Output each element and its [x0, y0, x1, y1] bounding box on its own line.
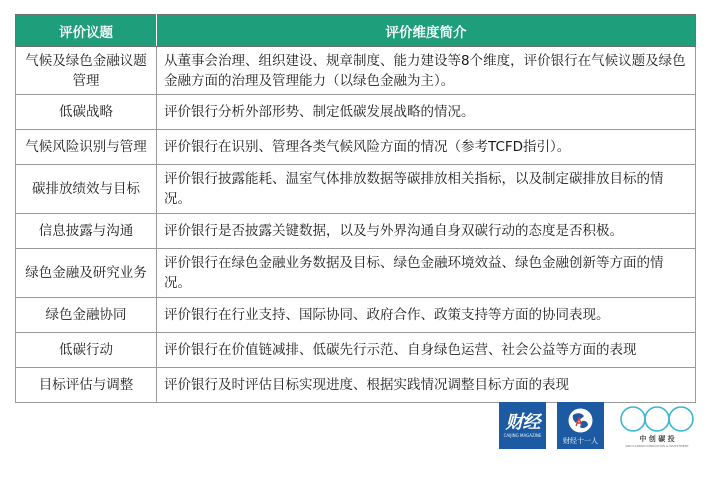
zhongchuang-tagline: SINOCARBON INNOVATION & INVESTMENT: [625, 444, 689, 448]
table-header-row: [16, 15, 696, 47]
topic-cell: 气候风险识别与管理: [16, 130, 157, 165]
description-cell: 评价银行在绿色金融业务数据及目标、绿色金融环境效益、绿色金融创新等方面的情况。: [157, 249, 696, 298]
topic-cell: 信息披露与沟通: [16, 214, 157, 249]
topic-cell: 气候及绿色金融议题管理: [16, 47, 157, 95]
table-row: [16, 249, 696, 298]
header-topic: 评价议题: [16, 15, 157, 47]
table-row: [16, 298, 696, 333]
rings-icon: [617, 404, 697, 436]
table-row: [16, 333, 696, 368]
caijing-logo-text: 财经: [505, 412, 540, 433]
caijing-logo: [499, 402, 546, 449]
topic-cell: 低碳战略: [16, 95, 157, 130]
description-cell: 评价银行是否披露关键数据，以及与外界沟通自身双碳行动的态度是否积极。: [157, 214, 696, 249]
topic-cell: 碳排放绩效与目标: [16, 165, 157, 214]
table-row: [16, 95, 696, 130]
table-row: [16, 165, 696, 214]
description-cell: 评价银行分析外部形势、制定低碳发展战略的情况。: [157, 95, 696, 130]
logo-strip: [0, 402, 725, 452]
zhongchuang-name: 中 创 碳 投: [639, 435, 675, 443]
description-cell: 评价银行在行业支持、国际协同、政府合作、政策支持等方面的协同表现。: [157, 298, 696, 333]
globe-icon: [567, 407, 594, 434]
caijing-eleven-caption: 财经十一人: [563, 437, 598, 445]
header-dimension: 评价维度简介: [157, 15, 696, 47]
caijing-eleven-logo: [557, 402, 604, 449]
table-row: [16, 368, 696, 403]
topic-cell: 目标评估与调整: [16, 368, 157, 403]
caijing-logo-tagline: CAIJING MAGAZINE: [503, 433, 542, 438]
topic-cell: 绿色金融及研究业务: [16, 249, 157, 298]
description-cell: 评价银行披露能耗、温室气体排放数据等碳排放相关指标，以及制定碳排放目标的情况。: [157, 165, 696, 214]
table-row: [16, 130, 696, 165]
description-cell: 评价银行在价值链减排、低碳先行示范、自身绿色运营、社会公益等方面的表现: [157, 333, 696, 368]
topic-cell: 低碳行动: [16, 333, 157, 368]
description-cell: 评价银行及时评估目标实现进度、根据实践情况调整目标方面的表现: [157, 368, 696, 403]
topic-cell: 绿色金融协同: [16, 298, 157, 333]
description-cell: 从董事会治理、组织建设、规章制度、能力建设等8个维度，评价银行在气候议题及绿色金融方面的治理及管理能力（以绿色金融为主）。: [157, 47, 696, 95]
table-row: [16, 47, 696, 95]
evaluation-table: [15, 14, 696, 403]
zhongchuang-logo: [617, 404, 697, 450]
description-cell: 评价银行在识别、管理各类气候风险方面的情况（参考TCFD指引）。: [157, 130, 696, 165]
table-row: [16, 214, 696, 249]
